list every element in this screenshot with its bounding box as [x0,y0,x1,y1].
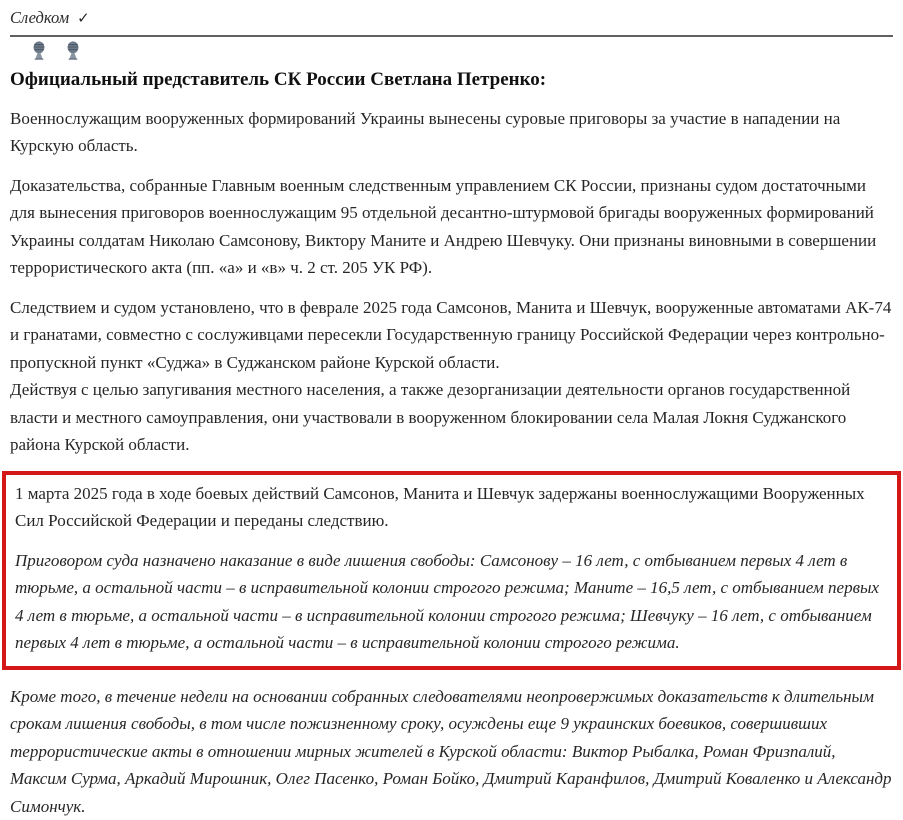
paragraph-detention: 1 марта 2025 года в ходе боевых действий Самсонов, Манита и Шевчук задержаны военнослужащими Вооруженных Сил Российской Федерации и переданы следствию. [15,483,865,531]
microphone-icons-row [31,46,893,65]
page-title: Официальный представитель СК России Светлана Петренко: [10,69,547,90]
paragraph-additional-convictions: Кроме того, в течение недели на основании собранных следователями неопровержимых доказательств к длительным срокам лишения свободы, в том числе пожизненному сроку, осуждены еще 9 украинских боевиков, совершивших террористические акты в отношении мирных жителей в Курской области: Виктор Рыбалка, Роман Фризпалий, Максим Сурма, Аркадий Мирошник, Олег Пасенко, Роман Бойко, Дмитрий Каранфилов, Дмитрий Коваленко и Александр Симончук. [10,686,892,816]
channel-name[interactable]: Следком [10,8,70,27]
microphone-icon [31,41,47,65]
microphone-icon [65,41,81,65]
paragraph-verdict-summary: Военнослужащим вооруженных формирований Украины вынесены суровые приговоры за участие в нападении на Курскую область. [10,108,841,156]
paragraph-sentences: Приговором суда назначено наказание в виде лишения свободы: Самсонову – 16 лет, с отбыванием первых 4 лет в тюрьме, а остальной части – в исправительной колонии строгого режима; Маните – 16,5 лет, с отбыванием первых 4 лет в тюрьме, а остальной части – в исправительной колонии строгого режима; Шевчуку – 16 лет, с отбыванием первых 4 лет в тюрьме, а остальной части – в исправительной колонии строгого режима. [15,550,880,653]
paragraph-village-blockade: Действуя с целью запугивания местного населения, а также дезорганизации деятельности органов государственной власти и местного самоуправления, они участвовали в вооруженном блокировании села Малая Локня Суджанского района Курской области. [10,380,851,455]
verified-checkmark-icon: ✓ [77,11,90,27]
paragraph-evidence: Доказательства, собранные Главным военным следственным управлением СК России, признаны судом достаточными для вынесения приговоров военнослужащим 95 отдельной десантно-штурмовой бригады вооруженных формирований Украины солдатам Николаю Самсонову, Виктору Маните и Андрею Шевчуку. Они признаны виновными в совершении террористического акта (пп. «а» и «в» ч. 2 ст. 205 УК РФ). [10,175,877,278]
highlight-box [2,471,901,670]
paragraph-border-crossing: Следствием и судом установлено, что в феврале 2025 года Самсонов, Манита и Шевчук, вооруженные автоматами АК-74 и гранатами, совместно с сослуживцами пересекли Государственную границу Российской Федерации через контрольно-пропускной пункт «Суджа» в Суджанском районе Курской области. [10,297,892,372]
channel-header [10,6,893,35]
header-divider [10,35,893,37]
